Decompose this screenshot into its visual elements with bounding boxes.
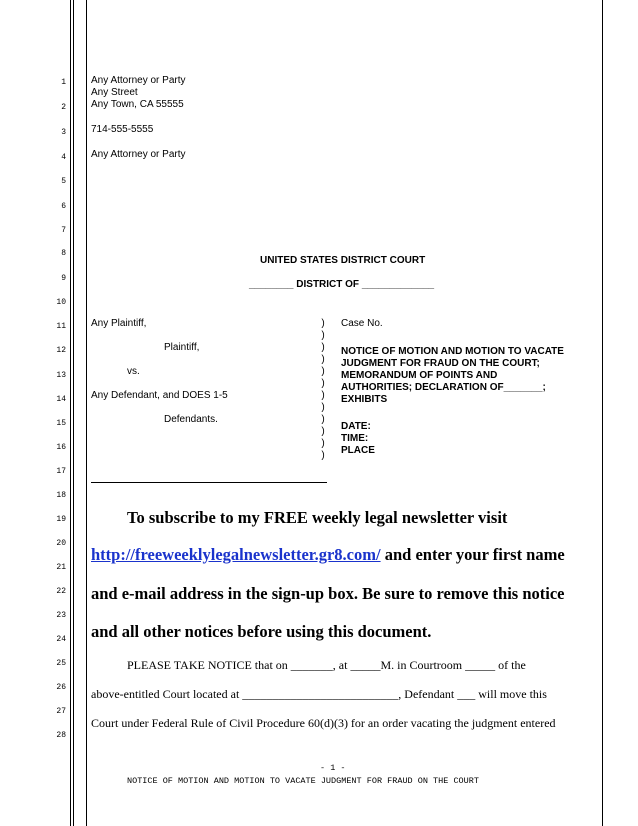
court-district: ________ DISTRICT OF _____________ [249, 279, 435, 290]
line-number: 20 [56, 539, 66, 548]
line-number: 3 [61, 128, 66, 137]
line-number: 2 [61, 103, 66, 112]
court-name: UNITED STATES DISTRICT COURT [260, 255, 426, 266]
margin-rule-right [602, 0, 603, 826]
page-number: - 1 - [320, 763, 346, 773]
line-number: 17 [56, 467, 66, 476]
document-title-line: AUTHORITIES; DECLARATION OF_______; [341, 382, 546, 393]
newsletter-line: To subscribe to my FREE weekly legal newsletter visit [127, 508, 508, 527]
line-number: 26 [56, 683, 66, 692]
document-title-line: NOTICE OF MOTION AND MOTION TO VACATE [341, 346, 564, 357]
line-number: 16 [56, 443, 66, 452]
caption-paren: ) [321, 414, 325, 425]
date-label: DATE: [341, 421, 371, 432]
caption-paren: ) [321, 450, 325, 461]
newsletter-line: and enter your first name [380, 545, 565, 564]
newsletter-link-line [91, 545, 565, 565]
line-number: 1 [61, 78, 66, 87]
defendant-name: Any Defendant, and DOES 1-5 [91, 390, 228, 401]
body-line: Court under Federal Rule of Civil Procedure 60(d)(3) for an order vacating the judgment entered [91, 716, 556, 730]
margin-rule-left-inner [73, 0, 74, 826]
line-number: 25 [56, 659, 66, 668]
defendant-role: Defendants. [164, 414, 218, 425]
versus: vs. [127, 366, 140, 377]
line-number: 28 [56, 731, 66, 740]
line-number: 22 [56, 587, 66, 596]
document-title-line: EXHIBITS [341, 394, 388, 405]
body-line: PLEASE TAKE NOTICE that on _______, at _____M. in Courtroom _____ of the [127, 658, 526, 672]
caption-paren: ) [321, 354, 325, 365]
line-number: 18 [56, 491, 66, 500]
line-number: 5 [61, 177, 66, 186]
line-number: 11 [56, 322, 66, 331]
body-line: above-entitled Court located at __________________________, Defendant ___ will move this [91, 687, 547, 701]
document-title-line: JUDGMENT FOR FRAUD ON THE COURT; [341, 358, 540, 369]
line-number: 4 [61, 153, 66, 162]
caption-paren: ) [321, 330, 325, 341]
line-number: 10 [56, 298, 66, 307]
caption-paren: ) [321, 366, 325, 377]
attorney-street: Any Street [91, 87, 138, 98]
caption-paren: ) [321, 378, 325, 389]
attorney-name: Any Attorney or Party [91, 75, 186, 86]
caption-paren: ) [321, 342, 325, 353]
attorney-phone: 714-555-5555 [91, 124, 154, 135]
line-number: 8 [61, 249, 66, 258]
line-number: 12 [56, 346, 66, 355]
line-number: 7 [61, 226, 66, 235]
plaintiff-name: Any Plaintiff, [91, 318, 147, 329]
caption-paren: ) [321, 426, 325, 437]
place-label: PLACE [341, 445, 375, 456]
line-number: 27 [56, 707, 66, 716]
attorney-city: Any Town, CA 55555 [91, 99, 184, 110]
case-number: Case No. [341, 318, 383, 329]
caption-paren: ) [321, 438, 325, 449]
caption-paren: ) [321, 402, 325, 413]
newsletter-line: and e-mail address in the sign-up box. Be sure to remove this notice [91, 584, 565, 603]
line-number: 15 [56, 419, 66, 428]
line-number: 14 [56, 395, 66, 404]
margin-rule-left-text [86, 0, 87, 826]
caption-paren: ) [321, 390, 325, 401]
plaintiff-role: Plaintiff, [164, 342, 200, 353]
document-title-line: MEMORANDUM OF POINTS AND [341, 370, 498, 381]
footer-title: NOTICE OF MOTION AND MOTION TO VACATE JUDGMENT FOR FRAUD ON THE COURT [127, 776, 479, 786]
line-number: 24 [56, 635, 66, 644]
line-number: 19 [56, 515, 66, 524]
newsletter-line: and all other notices before using this document. [91, 622, 432, 641]
line-number: 13 [56, 371, 66, 380]
time-label: TIME: [341, 433, 369, 444]
attorney-for: Any Attorney or Party [91, 149, 186, 160]
caption-underline [91, 482, 327, 483]
line-number: 23 [56, 611, 66, 620]
line-number: 9 [61, 274, 66, 283]
line-number: 21 [56, 563, 66, 572]
line-number: 6 [61, 202, 66, 211]
caption-paren: ) [321, 318, 325, 329]
margin-rule-left-outer [70, 0, 71, 826]
newsletter-link[interactable]: http://freeweeklylegalnewsletter.gr8.com/ [91, 545, 381, 564]
